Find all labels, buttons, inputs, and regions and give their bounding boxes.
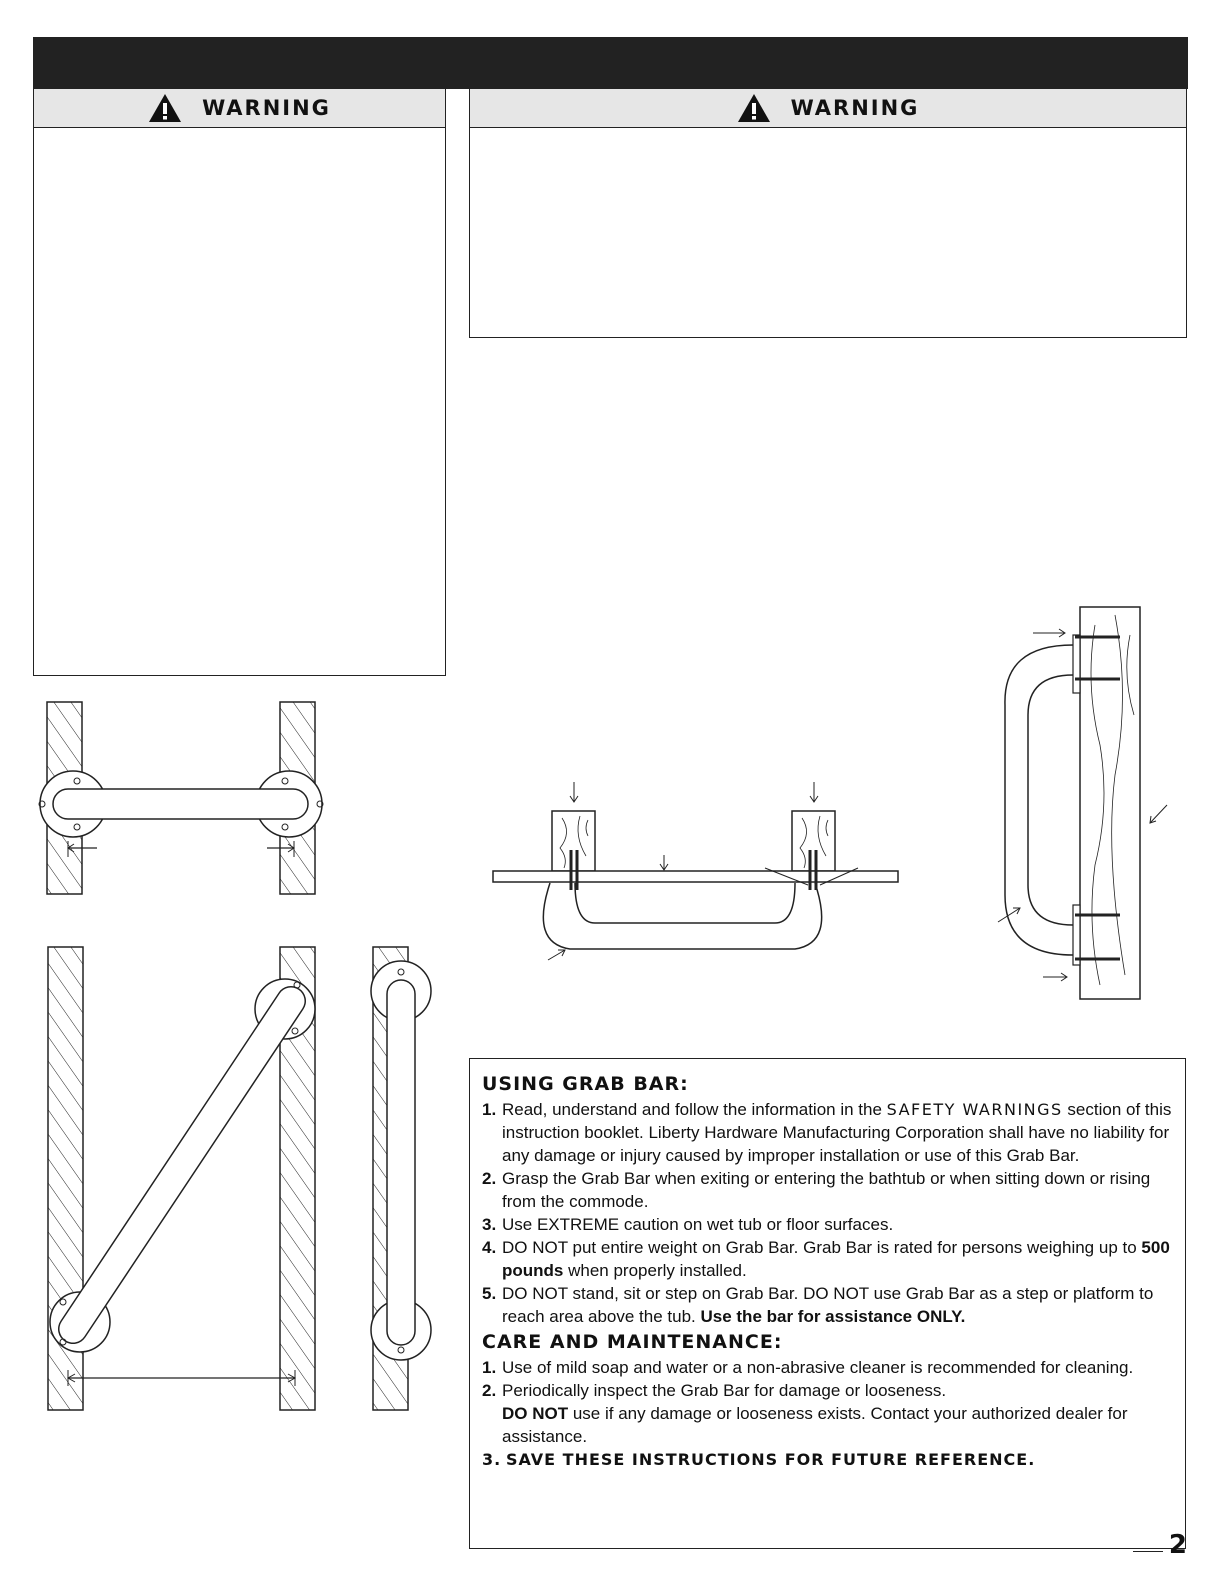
page-number: 2 — [1168, 1530, 1187, 1560]
warning-triangle-icon — [737, 93, 771, 123]
care-item-2: 2. Periodically inspect the Grab Bar for damage or looseness. DO NOT use if any damage or looseness exists. Contact your authorized dealer for assistance. — [482, 1381, 1128, 1446]
warning-box-left — [33, 88, 446, 676]
using-item-5: 5. DO NOT stand, sit or step on Grab Bar. DO NOT use Grab Bar as a step or platform to reach area above the tub. Use the bar for assistance ONLY. — [482, 1284, 1154, 1326]
stud-section-figure — [490, 780, 900, 970]
using-heading: USING GRAB BAR: — [482, 1073, 689, 1095]
header-bar — [33, 37, 1188, 89]
warning-triangle-icon — [148, 93, 182, 123]
care-heading: CARE AND MAINTENANCE: — [482, 1331, 783, 1353]
warning-header-left — [34, 89, 445, 128]
warning-label-right: WARNING — [790, 96, 920, 120]
using-item-1: 1. Read, understand and follow the information in the SAFETY WARNINGS section of this instruction booklet. Liberty Hardware Manufacturing Corporation shall have no liability for any damage or injury caused by improper installation or use of this Grab Bar. — [482, 1100, 1172, 1165]
using-care-block — [469, 1058, 1186, 1549]
care-item-1: 1. Use of mild soap and water or a non-abrasive cleaner is recommended for cleaning. — [482, 1358, 1134, 1377]
using-item-4: 4. DO NOT put entire weight on Grab Bar. Grab Bar is rated for persons weighing up to 500 pounds when properly installed. — [482, 1238, 1170, 1280]
warning-label-left: WARNING — [202, 96, 331, 120]
using-item-2: 2. Grasp the Grab Bar when exiting or entering the bathtub or when sitting down or rising from the commode. — [482, 1169, 1151, 1211]
using-item-3: 3. Use EXTREME caution on wet tub or floor surfaces. — [482, 1215, 894, 1234]
diagonal-bar-figure — [35, 945, 425, 1415]
horizontal-bar-figure — [35, 700, 345, 900]
side-view-figure — [1005, 605, 1185, 1005]
care-item-3: 3. SAVE THESE INSTRUCTIONS FOR FUTURE REFERENCE. — [482, 1450, 1036, 1469]
warning-header-right — [470, 89, 1186, 128]
warning-box-right — [469, 88, 1187, 338]
page-number-rule — [1133, 1551, 1163, 1552]
